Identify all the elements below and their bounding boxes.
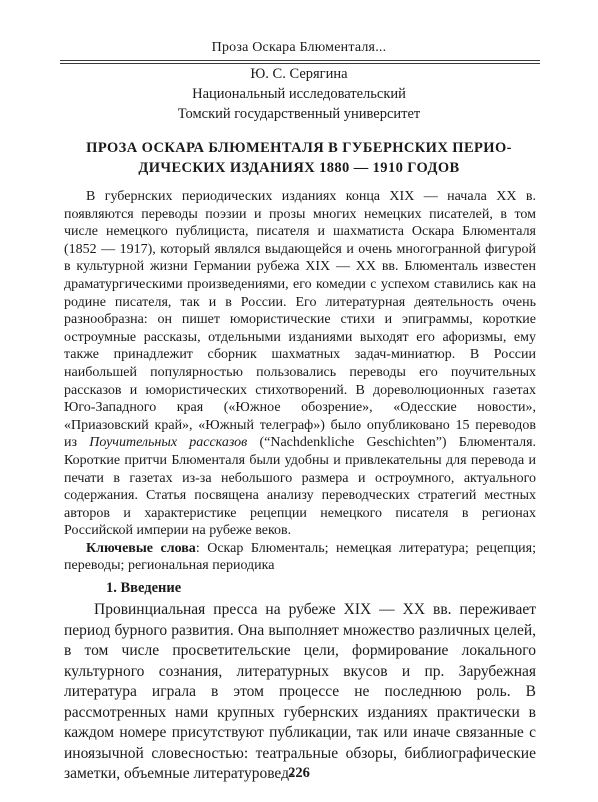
keywords-text: : Оскар Блюменталь; немецкая литература; рецепция; переводы; региональная периодика: [64, 540, 537, 574]
author-block: [0, 64, 598, 124]
abstract: [64, 188, 536, 575]
abstract-text-part1: В губернских периодических изданиях конца XIX — начала XX в. появляются переводы поэзии и прозы многих немецких писателей, в том числе немецкого публициста, писателя и шахматиста Оскара Блюменталя (1852 — 1917), который являлся выдающейся и очень многогранной фигурой в культурной жизни Германии рубежа XIX — XX вв. Блюменталь известен драматургическими произведениями, его комедии с успехом ставились как на родине писателя, так и в России. Его литературная деятельность очень разнообразна: он пишет юмористические стихи и эпиграммы, короткие остроумные рассказы, отдельными изданиями выходят его афоризмы, ему также принадлежит сборник шахматных задач-миниатюр. В России наибольшей популярностью пользовались переводы его поучительных рассказов и юмористических стихотворений. В дореволюционных газетах Юго-Западного края («Южное обозрение», «Одесские новости», «Приазовский край», «Южный телеграф») было опубликовано 15 переводов из: [64, 189, 536, 451]
author-affiliation-line2: Томский государственный университет: [177, 106, 421, 122]
page-number: 226: [288, 765, 310, 781]
abstract-italic-title: Поучительных рассказов: [89, 435, 248, 451]
body-paragraph: Провинциальная пресса на рубеже XIX — XX вв. переживает период бурного развития. Она выполняет множество различных целей, в том числе просветительские цели, формирование локального культурного сознания, литературных вкусов и пр. Зарубежная литература играла в этом процессе не последнюю роль. В рассмотренных нами крупных губернских изданиях практически в каждом номере присутствуют публикации, так или иначе связанные с иноязычной словесностью: театральные обзоры, библиографические заметки, объемные литературовед-: [64, 601, 536, 782]
section-title: 1. Введение: [106, 580, 182, 596]
body-text: [64, 600, 536, 785]
running-head: Проза Оскара Блюменталя...: [211, 40, 387, 55]
abstract-paragraph: [64, 188, 536, 540]
abstract-text-part2: (“Nachdenkliche Geschichten”) Блюменталя. Короткие притчи Блюменталя были удобны и привлекательны для перевода и печати в газетах из-за небольшого размера и остроумного, актуального содержания. Статья посвящена анализу переводческих стратегий местных авторов и характеристике рецепции немецкого писателя в регионах Российской империи на рубеже веков.: [64, 435, 537, 539]
header-rule-top: [60, 60, 540, 61]
article-title: [64, 138, 534, 178]
author-affiliation-line1: Национальный исследовательский: [192, 86, 406, 102]
author-name: Ю. С. Серягина: [250, 66, 348, 82]
article-title-line1: ПРОЗА ОСКАРА БЛЮМЕНТАЛЯ В ГУБЕРНСКИХ ПЕРИО-: [86, 140, 512, 156]
keywords-label: Ключевые слова: [86, 540, 196, 556]
article-title-line2: ДИЧЕСКИХ ИЗДАНИЯХ 1880 — 1910 ГОДОВ: [138, 160, 460, 176]
keywords-line: [64, 540, 536, 575]
